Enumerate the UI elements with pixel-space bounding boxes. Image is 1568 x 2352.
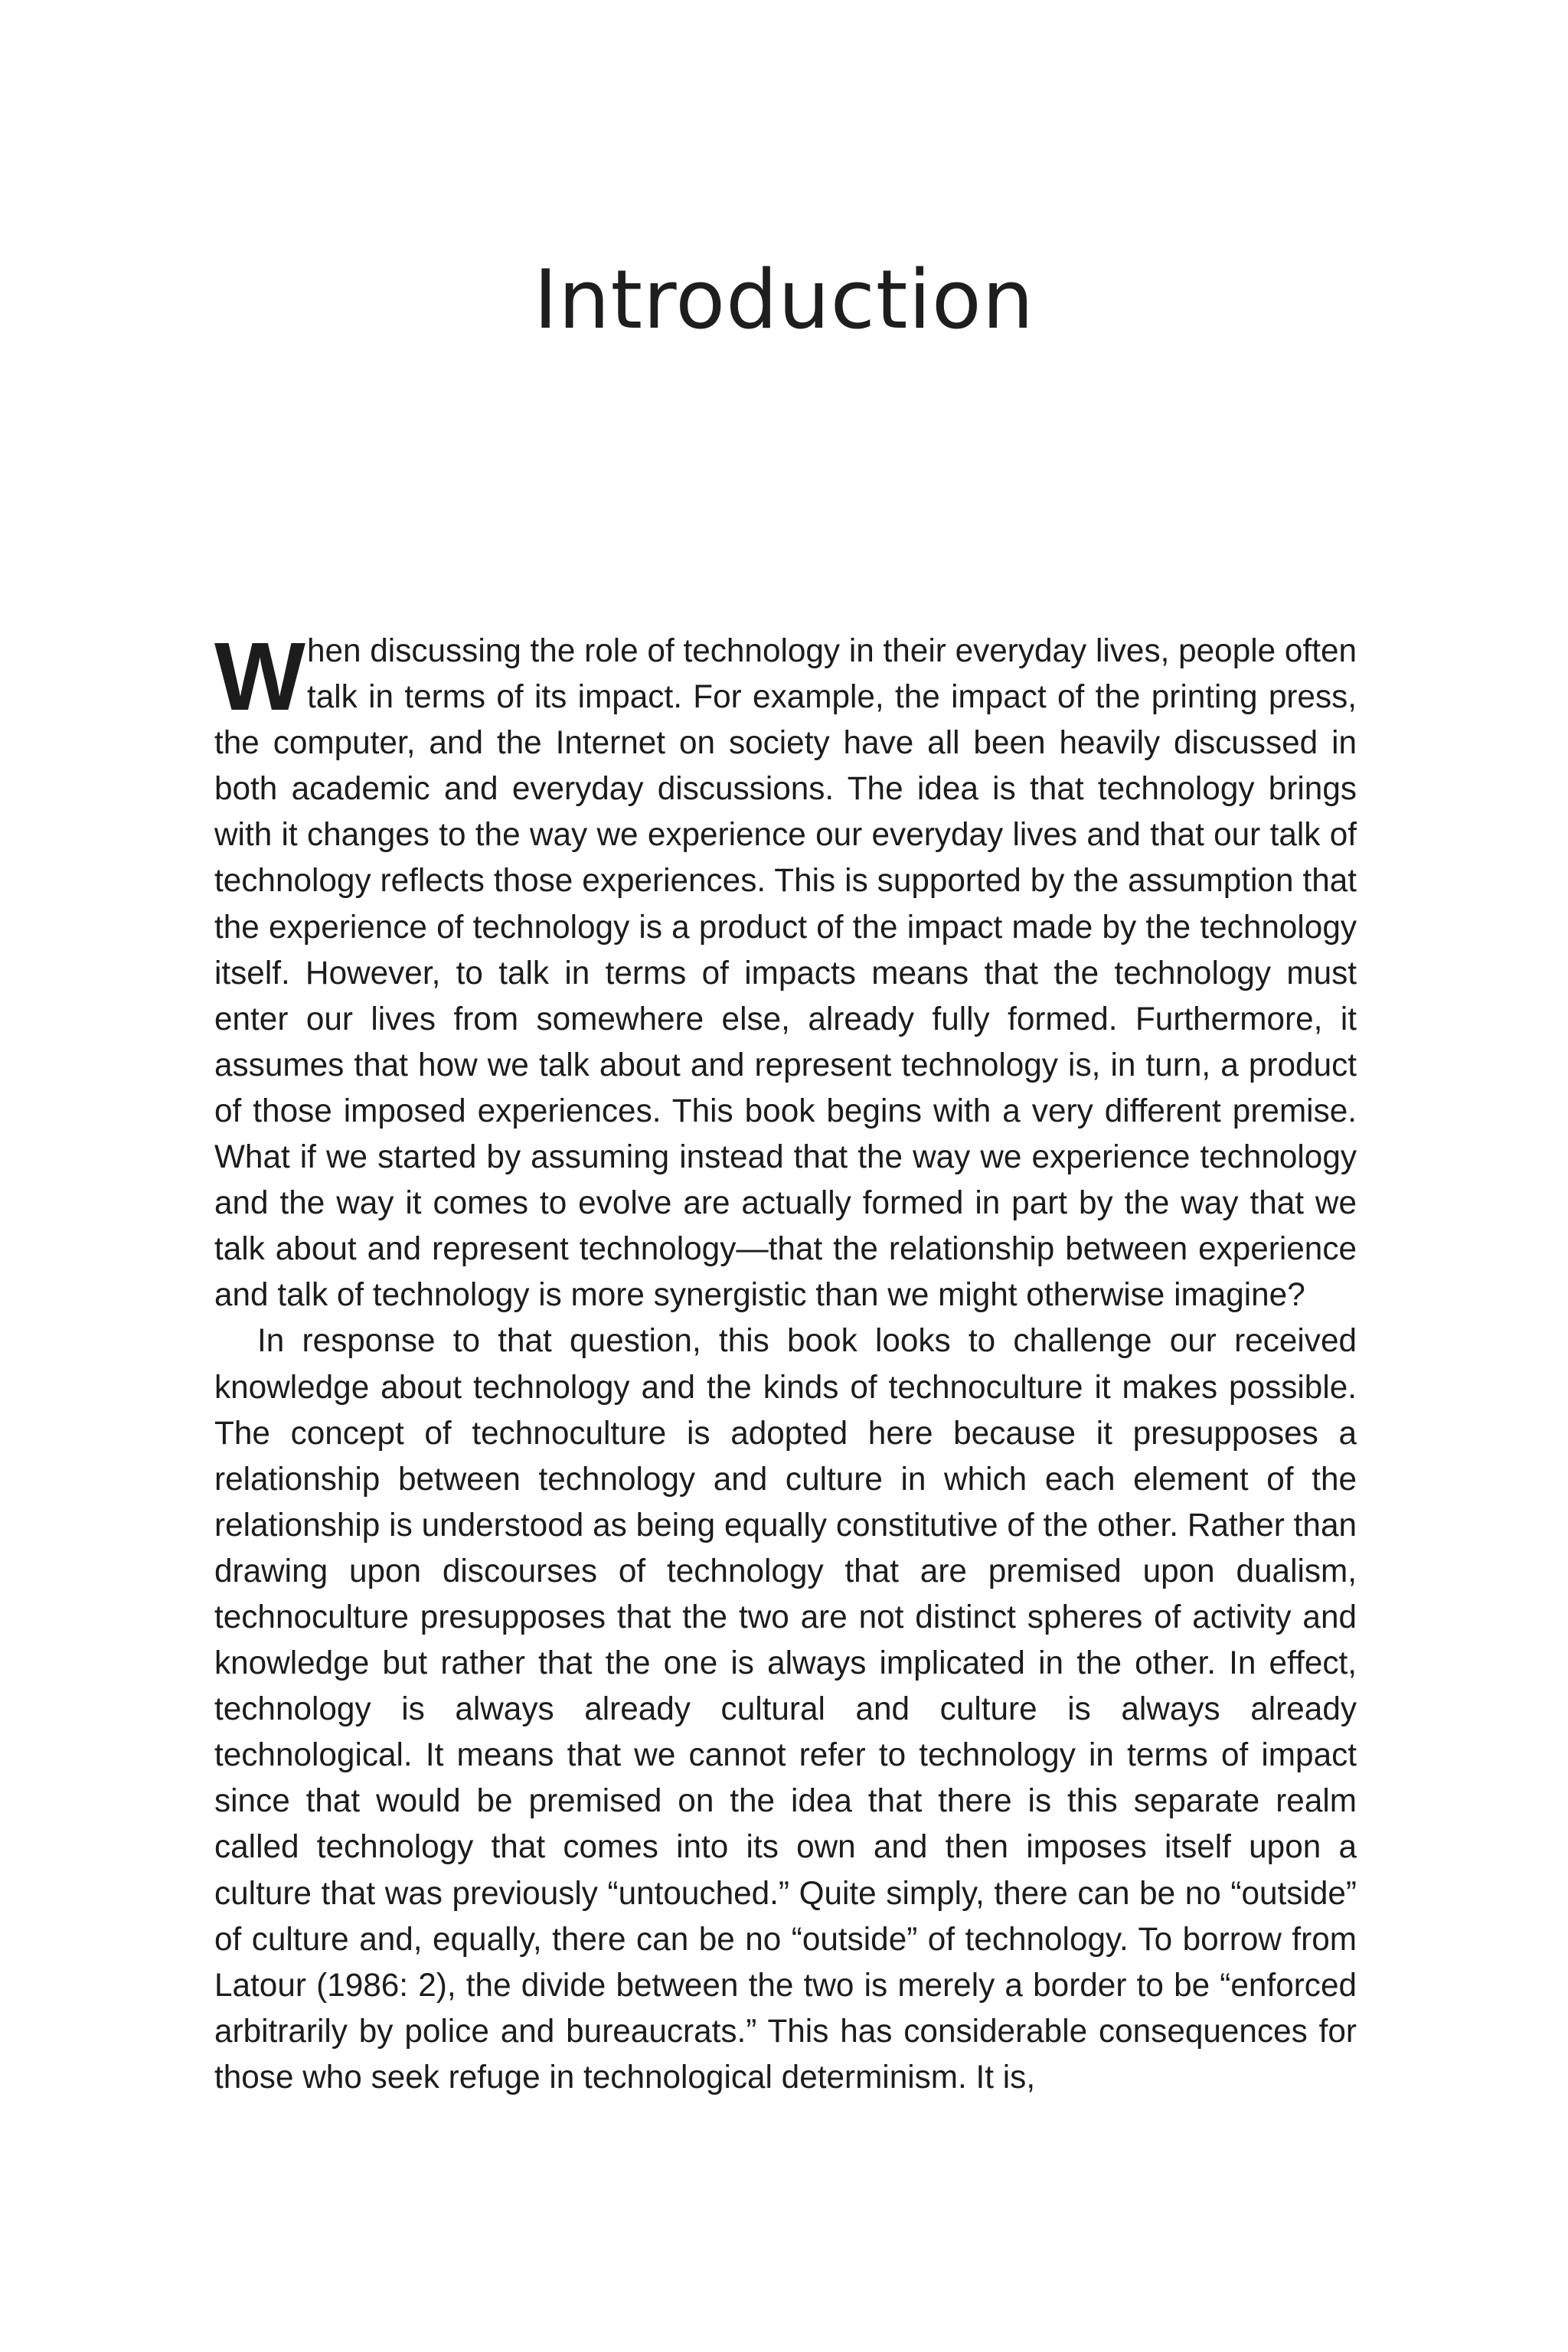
chapter-body xyxy=(214,622,1357,2100)
drop-cap: W xyxy=(214,622,304,730)
paragraph-first xyxy=(214,622,1357,1318)
paragraph-second: In response to that question, this book looks to challenge our received knowledge about technology and the kinds of technoculture it makes possible. The concept of technoculture is adopted here because it presupposes a relationship between technology and culture in which each element of the relationship is understood as being equally constitutive of the other. Rather than drawing upon discourses of technology that are premised upon dualism, technoculture presupposes that the two are not distinct spheres of activity and knowledge but rather that the one is always implicated in the other. In effect, technology is always already cultural and culture is always already technological. It means that we cannot refer to technology in terms of impact since that would be premised on the idea that there is this separate realm called technology that comes into its own and then imposes itself upon a culture that was previously “untouched.” Quite simply, there can be no “outside” of culture and, equally, there can be no “outside” of technology. To borrow from Latour (1986: 2), the divide between the two is merely a border to be “enforced arbitrarily by police and bureaucrats.” This has considerable consequences for those who seek refuge in technological determinism. It is, xyxy=(214,1322,1357,2095)
paragraph-first-text: hen discussing the role of technology in their everyday lives, people often talk in terms of its impact. For example, the impact of the printing press, the computer, and the Internet on society have all been heavily discussed in both academic and everyday discussions. The idea is that technology brings with it changes to the way we experience our everyday lives and that our talk of technology reflects those experiences. This is supported by the assumption that the experience of technology is a product of the impact made by the technology itself. However, to talk in terms of impacts means that the technology must enter our lives from somewhere else, already fully formed. Furthermore, it assumes that how we talk about and represent technology is, in turn, a product of those imposed experiences. This book begins with a very different premise. What if we started by assuming instead that the way we experience technology and the way it comes to evolve are actually formed in part by the way that we talk about and represent technology—that the relationship between experience and talk of technology is more synergistic than we might otherwise imagine? xyxy=(214,632,1357,1313)
chapter-title: Introduction xyxy=(534,253,1034,347)
